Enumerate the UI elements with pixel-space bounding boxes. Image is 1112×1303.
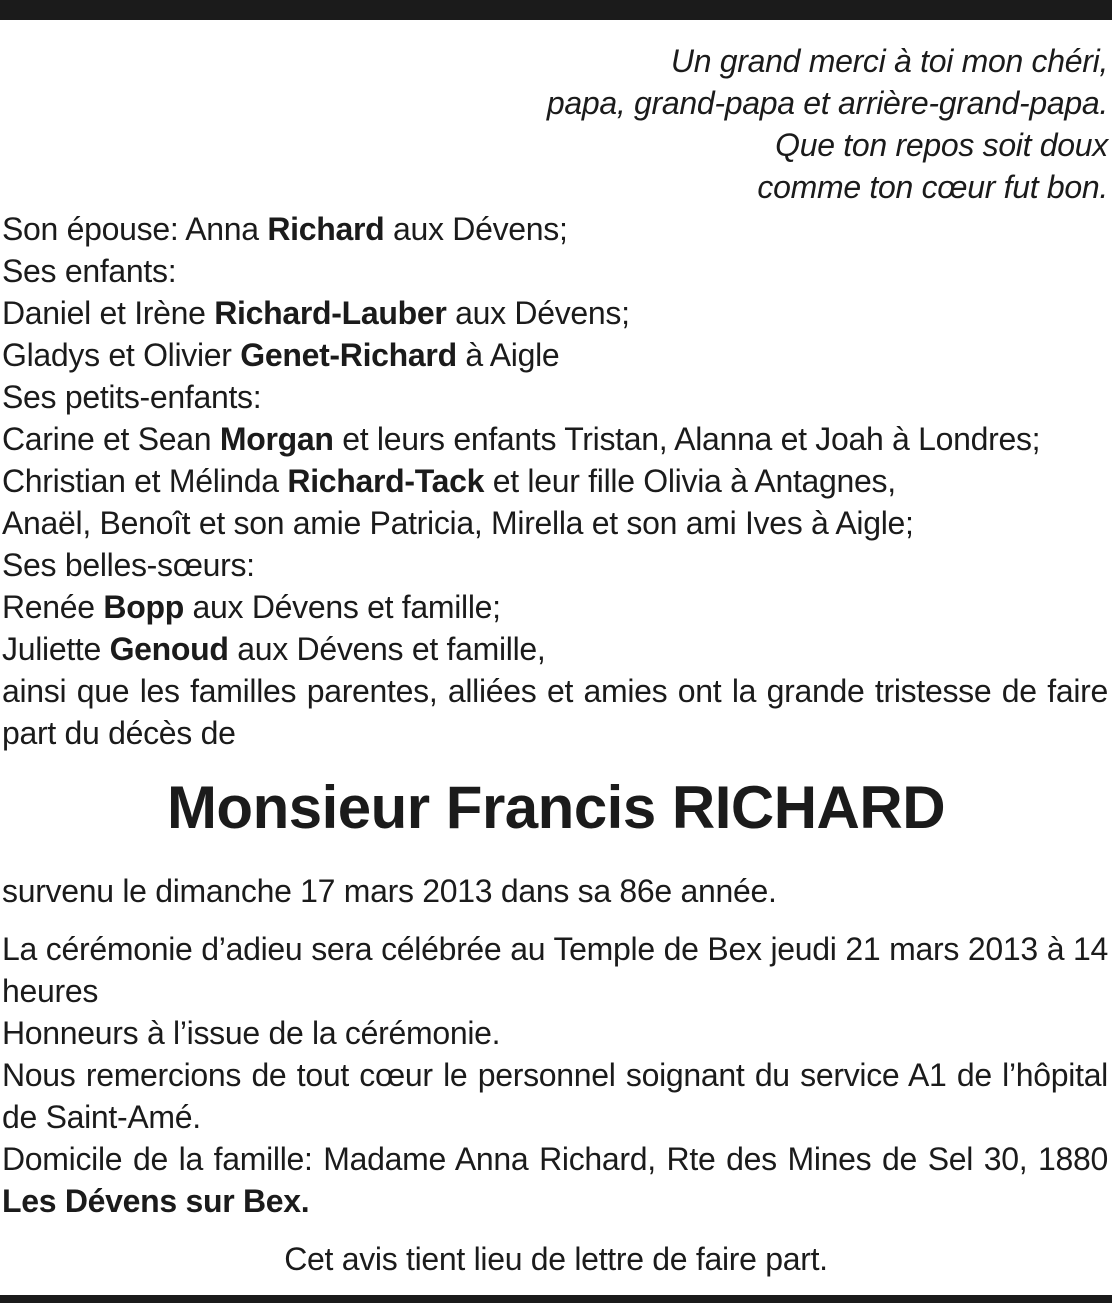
spouse-surname: Richard	[267, 211, 385, 247]
family-list	[2, 208, 1108, 754]
closing-note: Cet avis tient lieu de lettre de faire part.	[284, 1241, 828, 1277]
grandchild-line	[2, 418, 1108, 460]
spouse-prefix: Son épouse: Anna	[2, 211, 268, 247]
grandchild-surname: Morgan	[219, 421, 334, 457]
ceremony-details	[2, 870, 1108, 1222]
sister-in-law-surname: Genoud	[109, 631, 229, 667]
children-heading: Ses enfants:	[2, 253, 177, 289]
child-prefix: Daniel et Irène	[2, 295, 215, 331]
grandchild-line: Anaël, Benoît et son amie Patricia, Mirella et son ami Ives à Aigle;	[2, 505, 914, 541]
spouse-suffix: aux Dévens;	[384, 211, 568, 247]
child-line	[2, 292, 1108, 334]
sister-in-law-surname: Bopp	[103, 589, 184, 625]
memorial-poem	[2, 40, 1108, 208]
grandchild-line	[2, 460, 1108, 502]
top-rule	[0, 0, 1112, 20]
child-suffix: à Aigle	[456, 337, 560, 373]
child-suffix: aux Dévens;	[446, 295, 630, 331]
grandchild-suffix: et leurs enfants Tristan, Alanna et Joah à Londres;	[333, 421, 1041, 457]
poem-line: comme ton cœur fut bon.	[757, 169, 1108, 205]
bottom-rule	[0, 1295, 1112, 1303]
sister-in-law-line	[2, 586, 1108, 628]
honours-text: Honneurs à l’issue de la cérémonie.	[2, 1015, 501, 1051]
domicile-address: Domicile de la famille: Madame Anna Richard, Rte des Mines de Sel 30, 1880	[2, 1141, 1108, 1177]
ceremony-text: La cérémonie d’adieu sera célébrée au Temple de Bex jeudi 21 mars 2013 à 14 heures	[2, 931, 1108, 1009]
child-line	[2, 334, 1108, 376]
sister-in-law-suffix: aux Dévens et famille,	[228, 631, 546, 667]
sister-in-law-suffix: aux Dévens et famille;	[183, 589, 501, 625]
grandchild-surname: Richard-Tack	[287, 463, 485, 499]
announcement-text: ainsi que les familles parentes, alliées et amies ont la grande tristesse de faire part du décès de	[2, 673, 1108, 751]
death-date-text: survenu le dimanche 17 mars 2013 dans sa 86e année.	[2, 873, 777, 909]
thanks-text: Nous remercions de tout cœur le personnel soignant du service A1 de l’hôpital de Saint-Amé.	[2, 1057, 1108, 1135]
grandchild-prefix: Carine et Sean	[2, 421, 220, 457]
sister-in-law-prefix: Juliette	[2, 631, 110, 667]
child-surname: Genet-Richard	[240, 337, 457, 373]
poem-line: Que ton repos soit doux	[775, 127, 1108, 163]
deceased-name: Monsieur Francis RICHARD	[166, 774, 946, 841]
sister-in-law-line	[2, 628, 1108, 670]
child-prefix: Gladys et Olivier	[2, 337, 241, 373]
domicile-place: Les Dévens sur Bex.	[2, 1183, 310, 1219]
grandchild-prefix: Christian et Mélinda	[2, 463, 288, 499]
sisters-in-law-heading: Ses belles-sœurs:	[2, 547, 255, 583]
grandchildren-heading: Ses petits-enfants:	[2, 379, 262, 415]
child-surname: Richard-Lauber	[214, 295, 447, 331]
grandchild-suffix: et leur fille Olivia à Antagnes,	[484, 463, 896, 499]
domicile-text	[2, 1138, 1108, 1222]
sister-in-law-prefix: Renée	[2, 589, 104, 625]
poem-line: papa, grand-papa et arrière-grand-papa.	[546, 85, 1108, 121]
spouse-line	[2, 208, 1108, 250]
poem-line: Un grand merci à toi mon chéri,	[670, 43, 1108, 79]
